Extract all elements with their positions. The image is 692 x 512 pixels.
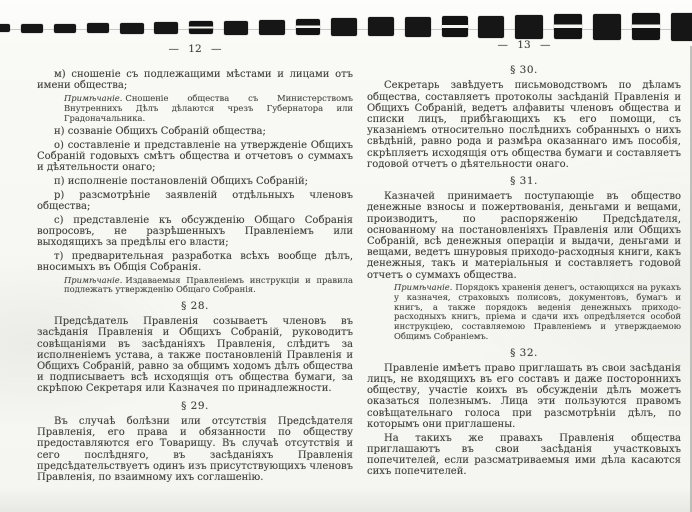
note-money-keeping	[394, 283, 681, 341]
binding-mark	[54, 24, 76, 33]
binding-mark	[154, 22, 178, 34]
section-31-body: Казначей принимаетъ поступающіе въ общество денежные взносы и пожертвованія, деньгами и вещами, производитъ, по распоряженію Предсѣдателя, основанному на постановленіяхъ Правленія или Общихъ Собраній, всѣ денежныя операціи и выдачи, деньгами и вещами, ведетъ шнуровыя приходо-расходныя книги, какъ денежныя, такъ и матеріальныя и составляетъ годовой отчетъ о суммахъ общества.	[367, 191, 681, 281]
note-label: Примѣчаніе.	[64, 93, 123, 104]
note-ministry	[64, 94, 353, 123]
note-label: Примѣчаніе.	[394, 282, 453, 293]
binding-mark	[259, 20, 285, 35]
binding-mark	[593, 14, 621, 40]
binding-mark	[554, 14, 582, 39]
page-13	[367, 40, 681, 480]
section-32-heading: § 32.	[510, 346, 538, 359]
section-30-heading: § 30.	[510, 64, 538, 77]
section-28-heading: § 28.	[181, 300, 209, 313]
clause-m: м) сношеніе съ подлежащими мѣстами и лицами отъ имени общества;	[37, 69, 353, 92]
binding-mark	[0, 24, 10, 32]
section-30-body: Секретарь завѣдуетъ письмоводствомъ по дѣламъ общества, составляетъ протоколы засѣданій Правленія и Общихъ Собраній, ведетъ алфавиты членовъ общества и списки лицъ, прибѣгающихъ къ его помощи, съ указаніемъ относительно послѣднихъ собранныхъ о нихъ свѣдѣній, равно рода и размѣра оказаннаго имъ пособія, скрѣпляетъ исходящія отъ общества бумаги и составляетъ годовой отчетъ о дѣятельности онаго.	[367, 80, 681, 170]
section-29-body: Въ случаѣ болѣзни или отсутствія Предсѣдателя Правленія, его права и обязанности по обществу предоставляются его Товарищу. Въ случаѣ отсутствія и сего послѣдняго, въ засѣданіяхъ Правленія предсѣдательствуетъ одинъ изъ присутствующихъ членовъ Правленія, по взаимному ихъ соглашенію.	[37, 415, 353, 483]
binding-mark	[21, 24, 43, 33]
clause-n: н) созваніе Общихъ Собраній общества;	[54, 126, 266, 138]
note-text: Порядокъ храненія денегъ, остающихся на рукахъ у казначея, страховыхъ полисовъ, документовъ, бумагъ и книгъ, а также порядокъ веденія денежныхъ приходо-расходныхъ книгъ, пріема и сдачи ихъ опредѣляется особой инструкціею, составляемою Правленіемъ и утверждаемою Общимъ Собраніемъ.	[394, 282, 681, 341]
binding-mark	[368, 17, 394, 36]
section-32-body: Правленіе имѣетъ право приглашать въ свои засѣданія лицъ, не входящихъ въ его составъ и даже постороннихъ обществу, участіе коихъ въ обсужденіи дѣлъ можетъ оказаться полезнымъ. Лица эти пользуются правомъ совѣщательнаго голоса при разсмотрѣніи дѣлъ, по которымъ они приглашены.	[367, 362, 681, 430]
clause-t: т) предварительная разработка всѣхъ вообще дѣлъ, вносимыхъ въ Общія Собранія.	[37, 250, 353, 273]
binding-strip	[0, 0, 692, 48]
page-number-right: — 13 —	[497, 39, 551, 51]
note-label: Примѣчаніе.	[64, 274, 123, 285]
section-31-heading: § 31.	[510, 175, 538, 188]
page-12	[37, 44, 353, 486]
binding-mark	[632, 13, 660, 40]
binding-mark	[478, 16, 504, 38]
binding-mark	[405, 17, 431, 37]
section-29-heading: § 29.	[181, 399, 209, 412]
binding-mark	[296, 19, 320, 35]
binding-mark	[331, 18, 357, 36]
section-28-body: Предсѣдатель Правленія созываетъ членовъ въ засѣданія Правленія и Общихъ Собраній, руководитъ совѣщаніями въ засѣданіяхъ Правленія, слѣдитъ за исполненіемъ устава, а также постановленій Правленія и Общихъ Собраній, равно за общимъ ходомъ дѣлъ общества и подписываетъ всѣ исходящія отъ общества бумаги, за скрѣпою Секретаря или Казначея по принадлежности.	[37, 316, 353, 395]
note-text: Сношеніе общества съ Министерствомъ Внутреннихъ Дѣлъ дѣлаются чрезъ Губернатора или Градоначальника.	[64, 93, 353, 123]
clause-o: о) составленіе и представленіе на утвержденіе Общихъ Собраній годовыхъ смѣтъ общества и отчетовъ о суммахъ и дѣятельности онаго;	[37, 139, 353, 174]
section-32-body-2: На такихъ же правахъ Правленія общества приглашаютъ въ свои засѣданія участковыхъ попечителей, если разсматриваемыя ими дѣла касаются сихъ попечителей.	[367, 432, 681, 478]
clause-p: п) исполненіе постановленій Общихъ Собраній;	[54, 176, 308, 188]
binding-mark	[189, 21, 213, 34]
binding-mark	[515, 15, 543, 39]
binding-mark	[442, 16, 468, 37]
note-text: Издаваемыя Правленіемъ инструкціи и правила подлежатъ утвержденію Общаго Собранія.	[64, 274, 353, 295]
clause-r: р) разсмотрѣніе заявленій отдѣльныхъ членовъ общества;	[37, 189, 353, 212]
note-instructions	[64, 276, 353, 295]
binding-mark	[87, 23, 109, 33]
binding-mark	[671, 13, 692, 41]
clause-s: с) представленіе къ обсужденію Общаго Собранія вопросовъ, не разрѣшенныхъ Правленіемъ или выходящихъ за предѣлы его власти;	[37, 214, 353, 249]
binding-mark	[120, 23, 144, 34]
page-number-left: — 12 —	[168, 43, 222, 55]
binding-mark	[224, 21, 248, 35]
